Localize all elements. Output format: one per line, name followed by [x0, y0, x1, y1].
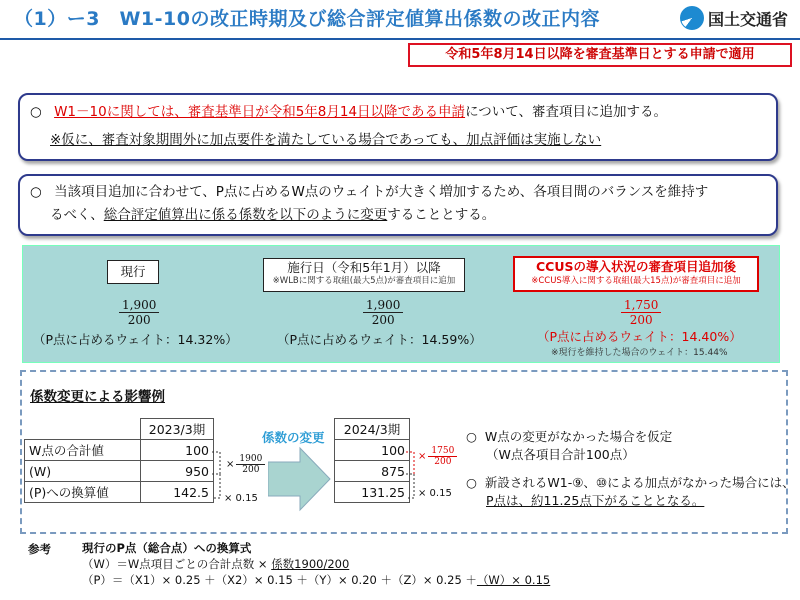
w1-10-timing-box [18, 93, 778, 161]
mlit-logo-icon [680, 6, 704, 30]
header-2023: 2023/3期 [141, 419, 214, 440]
box1-rest-text: について、審査項目に追加する。 [465, 104, 668, 120]
page-title: （1）ー3 W1-10の改正時期及び総合評定値算出係数の改正内容 [14, 8, 600, 30]
coefficient-comparison-panel [22, 245, 780, 363]
box2-line2: るべく、総合評定値算出に係る係数を以下のように変更することとする。 [50, 207, 496, 223]
right-multiplier-2: × 0.15 [418, 488, 452, 499]
ccus-weight: （P点に占めるウェイト：14.40%） [537, 329, 742, 344]
bullet: ○ [30, 184, 42, 200]
box2-line1: ○ 当該項目追加に合わせて、P点に占めるW点のウェイトが大きく増加するため、各項目間のバランスを維持す [30, 184, 709, 200]
ministry-logo [680, 6, 788, 30]
box1-note: ※仮に、審査対象期間外に加点要件を満たしている場合であっても、加点評価は実施しない [50, 132, 602, 148]
table-2024 [334, 418, 410, 503]
coefficient-change-box [18, 174, 778, 236]
table-row: 875 [335, 461, 410, 482]
reference-formulas: 現行のP点（総合点）への換算式 （W）＝W点項目ごとの合計点数 × 係数1900/200 （P）＝（X1）× 0.25 ＋（X2）× 0.15 ＋（Y）× 0.20 ＋（Z）× 0.25 ＋（W）× 0.15 [82, 541, 551, 587]
box1-red-text: W1－10に関しては、審査基準日が令和5年8月14日以降である申請 [54, 104, 466, 120]
enforcement-fraction: $\frac{1,900}{200}$ [363, 298, 403, 327]
header-2024: 2024/3期 [335, 419, 410, 440]
coefficient-change-label: 係数の変更 [262, 430, 325, 445]
table-row: 100 [335, 440, 410, 461]
bullet: ○ [30, 104, 42, 120]
ccus-label: CCUSの導入状況の審査項目追加後 ※CCUS導入に関する取組(最大15点)が審査項目に追加 [513, 256, 759, 292]
current-fraction: $\frac{1,900}{200}$ [119, 298, 159, 327]
left-multiplier-2: × 0.15 [224, 493, 258, 504]
table-row: 131.25 [335, 482, 410, 503]
table-row: (P)への換算値 142.5 [25, 482, 214, 503]
table-row: (W) 950 [25, 461, 214, 482]
impact-note-2: ○ 新設されるW1-⑨、⑩による加点がなかった場合には、 P点は、約11.25点下がることとなる。 [466, 475, 795, 508]
left-multiplier-1: × $\frac{1900}{200}$ [226, 454, 265, 475]
impact-heading: 係数変更による影響例 [30, 389, 165, 405]
right-multiplier-1: × $\frac{1750}{200}$ [418, 446, 457, 467]
enforcement-label: 施行日（令和5年1月）以降 ※WLBに関する取組(最大5点)が審査項目に追加 [263, 258, 465, 292]
right-arrow-icon [268, 446, 332, 512]
reference-label: 参考 [28, 542, 51, 556]
left-brackets-icon [210, 440, 240, 520]
current-label: 現行 [107, 260, 159, 284]
current-weight: （P点に占めるウェイト：14.32%） [33, 332, 238, 347]
table-row: W点の合計値 100 [25, 440, 214, 461]
ccus-fraction: $\frac{1,750}{200}$ [621, 298, 661, 327]
box1-line1 [30, 101, 667, 123]
impact-note-1: ○ W点の変更がなかった場合を仮定 （W点各項目合計100点） [466, 429, 673, 462]
title-divider [0, 38, 800, 40]
ccus-sub-note: ※現行を維持した場合のウェイト：15.44% [551, 348, 728, 358]
application-date-tag: 令和5年8月14日以降を審査基準日とする申請で適用 [408, 43, 792, 67]
enforcement-weight: （P点に占めるウェイト：14.59%） [277, 332, 482, 347]
logo-text: 国土交通省 [707, 9, 788, 29]
box2-underlined: 総合評定値算出に係る係数を以下のように変更 [103, 207, 388, 223]
table-2023 [24, 418, 214, 503]
